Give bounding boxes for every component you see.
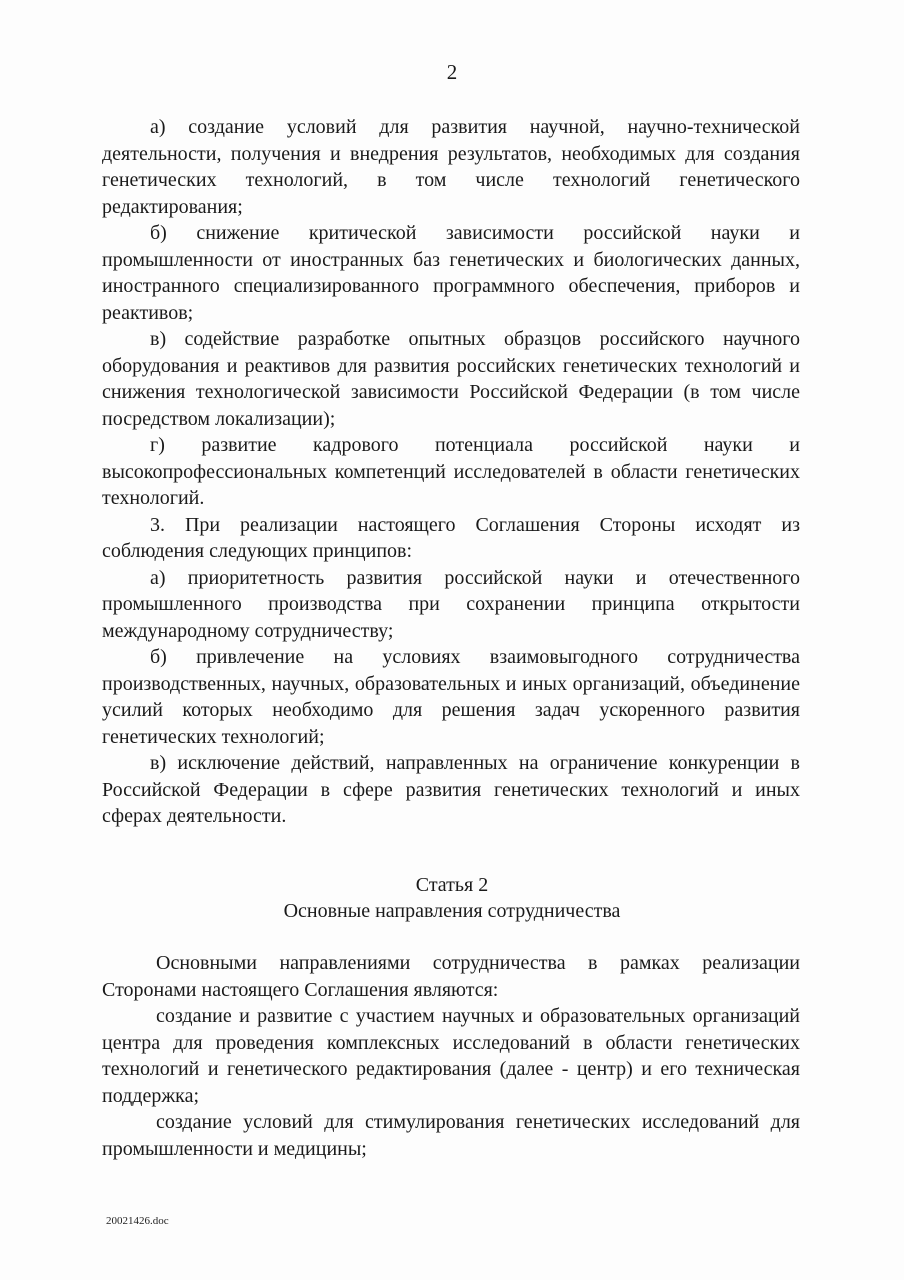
- paragraph-3b: б) привлечение на условиях взаимовыгодного сотрудничества производственных, научных, образовательных и иных организаций, объединение усилий которых необходимо для решения задач ускоренного развития генетических технологий;: [102, 646, 800, 748]
- paragraph-1a: а) создание условий для развития научной, научно-технической деятельности, получения и внедрения результатов, необходимых для создания генетических технологий, в том числе технологий генетического редактирования;: [102, 116, 800, 218]
- paragraph-1d: г) развитие кадрового потенциала российской науки и высокопрофессиональных компетенций исследователей в области генетических технологий.: [102, 434, 800, 509]
- paragraph-intro: Основными направлениями сотрудничества в рамках реализации Сторонами настоящего Соглашения являются:: [102, 952, 800, 1001]
- paragraph-1b: б) снижение критической зависимости российской науки и промышленности от иностранных баз генетических и биологических данных, иностранного специализированного программного обеспечения, приборов и реактивов;: [102, 222, 800, 324]
- paragraph-1c: в) содействие разработке опытных образцов российского научного оборудования и реактивов для развития российских генетических технологий и снижения технологической зависимости Российской Федерации (в том числе посредством локализации);: [102, 328, 800, 430]
- footer-filename: 20021426.doc: [106, 1215, 169, 1227]
- paragraph-3: 3. При реализации настоящего Соглашения Стороны исходят из соблюдения следующих принципов:: [102, 513, 800, 562]
- body-text-section-1: [102, 114, 800, 830]
- page-number: 2: [446, 60, 458, 84]
- article-number: Статья 2: [415, 874, 489, 896]
- paragraph-3a: а) приоритетность развития российской науки и отечественного промышленного производства при сохранении принципа открытости международному сотрудничеству;: [102, 566, 800, 642]
- body-text-section-2: [102, 950, 800, 1162]
- paragraph-3c: в) исключение действий, направленных на ограничение конкуренции в Российской Федерации в сфере развития генетических технологий и иных сферах деятельности.: [102, 752, 800, 827]
- article-title: Основные направления сотрудничества: [283, 900, 621, 922]
- paragraph-direction-2: создание условий для стимулирования генетических исследований для промышленности и медицины;: [102, 1111, 800, 1160]
- paragraph-direction-1: создание и развитие с участием научных и образовательных организаций центра для проведения комплексных исследований в области генетических технологий и генетического редактирования (далее - центр) и его техническая поддержка;: [102, 1005, 800, 1107]
